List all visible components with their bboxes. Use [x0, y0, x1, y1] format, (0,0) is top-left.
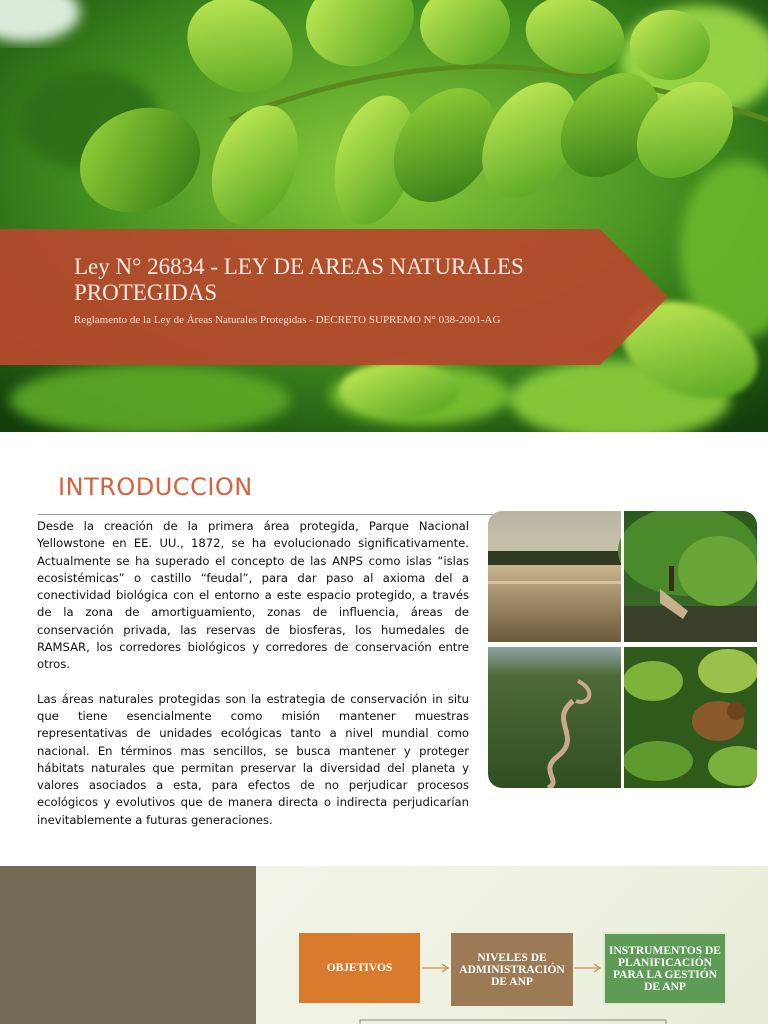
- photo-collage: [488, 511, 757, 788]
- title-band: [0, 229, 668, 365]
- document-subtitle: Reglamento de la Ley de Áreas Naturales Protegidas - DECRETO SUPREMO N° 038-2001-AG: [74, 314, 501, 326]
- intro-heading: INTRODUCCION: [58, 473, 253, 501]
- intro-paragraph-2: Las áreas naturales protegidas son la estrategia de conservación in situ que tiene esencialmente como misión mantener muestras representativas de unidades ecológicas tanto a nivel mundial como nacional. En términos mas sencillos, se busca mantener y proteger hábitats naturales que permitan preservar la diversidad del planeta y valores asociados a esta, para efectos de no perjudicar procesos ecológicos y evolutivos que de manera directa o indirecta perjudicarían inevitablemente a futuras generaciones.: [37, 691, 469, 827]
- leaves-background-image: [0, 0, 768, 432]
- diagram-box-objetivos: OBJETIVOS: [299, 933, 420, 1003]
- hero-banner: [0, 0, 768, 432]
- document-title: Ley N° 26834 - LEY DE AREAS NATURALES PROTEGIDAS: [74, 254, 524, 305]
- river-photo: [488, 511, 623, 642]
- intro-paragraph-1: Desde la creación de la primera área protegida, Parque Nacional Yellowstone en EE. UU., 1872, se ha evolucionado significativamente. Actualmente se ha superado el concepto de las ANPS como islas “islas ecosistémicas” o castillo “feudal”, para dar paso al axioma del a conectividad biológica con el entorno a este espacio protegido, a través de la zona de amortiguamiento, zonas de influencia, áreas de conservación privada, las reservas de biosferas, los humedales de RAMSAR, los corredores biológicos y corredores de conservación entre otros.: [37, 519, 469, 672]
- jungle-boat-photo: [618, 511, 757, 642]
- intro-body: [37, 518, 469, 829]
- bracket-connector: [360, 1020, 666, 1024]
- diagram-box-instrumentos: INSTRUMENTOS DE PLANIFICACIÓN PARA LA GESTIÓN DE ANP: [603, 932, 727, 1005]
- diagram-sidebar-panel: [0, 866, 256, 1024]
- aerial-river-photo: [488, 647, 623, 788]
- diagram-box-niveles: NIVELES DE ADMINISTRACIÓN DE ANP: [451, 933, 573, 1006]
- heading-divider: [38, 514, 498, 515]
- monkey-photo: [623, 647, 757, 788]
